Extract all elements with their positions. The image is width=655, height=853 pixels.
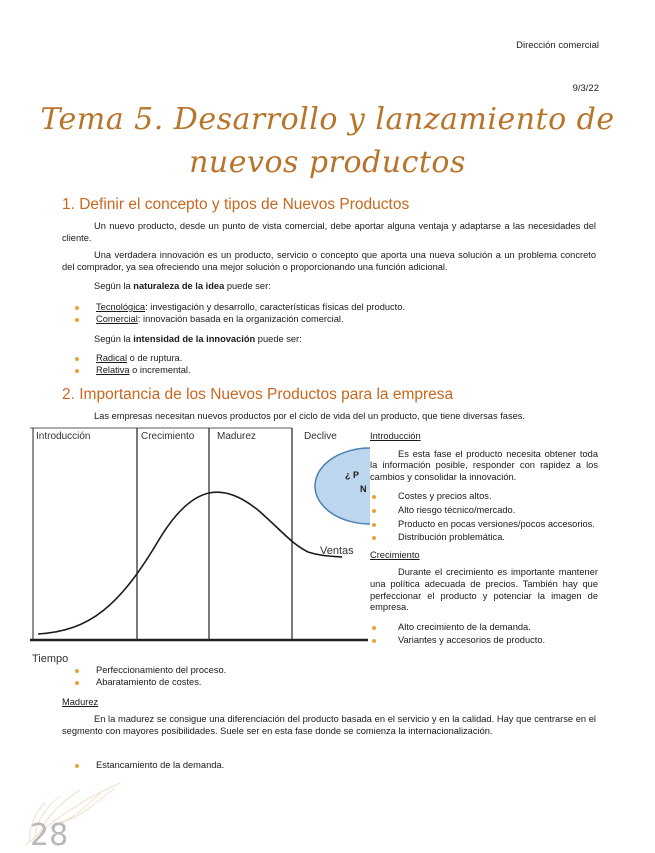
section2-intro: Las empresas necesitan nuevos productos por el ciclo de vida del un producto, que tiene diversas fases. — [94, 411, 526, 421]
list-item: Alto crecimiento de la demanda. — [370, 622, 598, 634]
intensity-list — [62, 353, 191, 376]
page-title-line2: nuevos productos — [189, 145, 466, 180]
madurez-title: Madurez — [62, 697, 99, 707]
axis-label-time: Tiempo — [32, 653, 69, 665]
list-item: Tecnológica: investigación y desarrollo, características físicas del producto. — [62, 302, 405, 314]
sales-curve — [38, 492, 342, 634]
phase-label-crecimiento: Crecimiento — [141, 431, 195, 442]
crecimiento-para: Durante el crecimiento es importante mantener una política adecuada de precios. También hay que perfeccionar el producto y potenciar la imagen de empresa. — [370, 567, 598, 613]
introduccion-para: Es esta fase el producto necesita obtener toda la información posible, responder con rapidez a los cambios y consolidar la innovación. — [370, 448, 598, 482]
product-life-cycle-chart — [30, 426, 370, 666]
list-item: Relativa o incremental. — [62, 365, 191, 377]
course-name: Dirección comercial — [516, 40, 599, 51]
list-item: Variantes y accesorios de producto. — [370, 635, 598, 647]
nature-list — [62, 302, 405, 325]
bubble-text: ¿ P — [345, 470, 360, 480]
introduccion-list — [370, 491, 598, 543]
date: 9/3/22 — [572, 83, 599, 94]
crecimiento-extra-list — [62, 665, 226, 688]
section1-para1: Un nuevo producto, desde un punto de vista comercial, debe aportar alguna ventaja y adaptarse a las necesidades del cliente. — [62, 221, 596, 243]
page-number: 28 — [30, 818, 69, 853]
phase-label-declive: Declive — [304, 431, 337, 442]
section1-para2: Una verdadera innovación es un producto, servicio o concepto que aporta una nueva solución a un problema concreto del comprador, ya sea ofreciendo una mejor solución o proporcionando una función adicional. — [62, 250, 596, 272]
phase-label-madurez: Madurez — [217, 431, 256, 442]
section1-heading: 1. Definir el concepto y tipos de Nuevos Productos — [62, 196, 410, 213]
phase-label-introduccion: Introducción — [36, 431, 91, 442]
list-item: Producto en pocas versiones/pocos accesorios. — [370, 519, 598, 531]
list-item: Costes y precios altos. — [370, 491, 598, 503]
crecimiento-title: Crecimiento — [370, 549, 420, 560]
page-title-line1: Tema 5. Desarrollo y lanzamiento de — [40, 102, 615, 137]
curve-label: Ventas — [320, 545, 354, 557]
introduccion-title: Introducción — [370, 431, 421, 441]
bubble-text: N — [360, 484, 367, 494]
madurez-list — [62, 760, 224, 772]
list-item: Comercial: innovación basada en la organización comercial. — [62, 314, 405, 326]
intensity-intro: Según la intensidad de la innovación puede ser: — [94, 334, 302, 344]
list-item: Alto riesgo técnico/mercado. — [370, 505, 598, 517]
introduccion-block — [370, 431, 598, 647]
nature-intro: Según la naturaleza de la idea puede ser: — [94, 281, 271, 291]
list-item: Abaratamiento de costes. — [62, 677, 226, 689]
madurez-para: En la madurez se consigue una diferenciación del producto basada en el servicio y en la calidad. Hay que centrarse en el segmento con mayores posibilidades. Suele ser en esta fase donde se comienza la internacionalización. — [62, 714, 596, 736]
list-item: Distribución problemática. — [370, 532, 598, 544]
list-item: Radical o de ruptura. — [62, 353, 191, 365]
list-item: Perfeccionamiento del proceso. — [62, 665, 226, 677]
section2-heading: 2. Importancia de los Nuevos Productos para la empresa — [62, 386, 454, 403]
crecimiento-list — [370, 622, 598, 647]
list-item: Estancamiento de la demanda. — [62, 760, 224, 772]
